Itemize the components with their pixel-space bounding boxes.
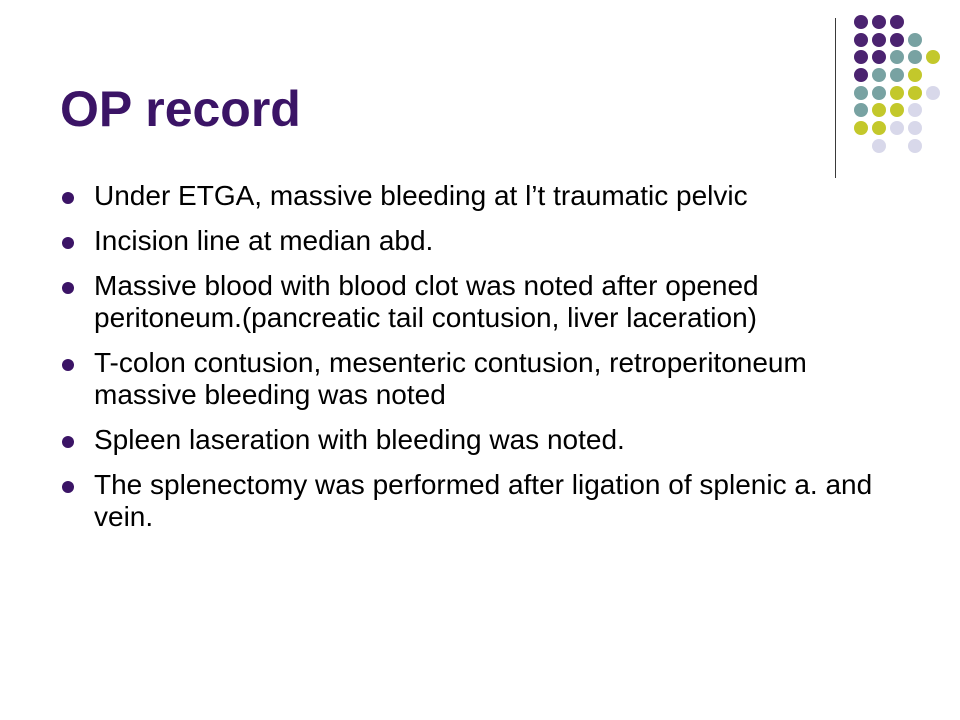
- decorative-dot: [854, 86, 868, 100]
- decorative-dot: [926, 86, 940, 100]
- decorative-dot: [872, 121, 886, 135]
- decorative-dot: [908, 86, 922, 100]
- bullet-dot-icon: [62, 436, 74, 448]
- decorative-dot: [890, 33, 904, 47]
- vertical-divider-line: [835, 18, 836, 178]
- decorative-dot: [872, 50, 886, 64]
- bullet-dot-icon: [62, 192, 74, 204]
- bullet-text: Under ETGA, massive bleeding at l’t traumatic pelvic: [94, 180, 748, 211]
- bullet-item: [60, 225, 880, 257]
- decorative-dot: [872, 15, 886, 29]
- decorative-dot: [890, 103, 904, 117]
- decorative-dot: [854, 15, 868, 29]
- bullet-item: [60, 424, 880, 456]
- decorative-dot: [872, 68, 886, 82]
- decorative-dot: [908, 33, 922, 47]
- decorative-dot: [872, 139, 886, 153]
- bullet-list: [60, 180, 880, 546]
- bullet-dot-icon: [62, 481, 74, 493]
- decorative-dot: [854, 121, 868, 135]
- bullet-item: [60, 469, 880, 533]
- decorative-dot: [890, 86, 904, 100]
- bullet-text: Incision line at median abd.: [94, 225, 434, 256]
- bullet-item: [60, 270, 880, 334]
- bullet-dot-icon: [62, 237, 74, 249]
- bullet-text: Massive blood with blood clot was noted after opened peritoneum.(pancreatic tail contusion, liver laceration): [94, 270, 759, 333]
- bullet-dot-icon: [62, 359, 74, 371]
- decorative-dot: [908, 103, 922, 117]
- decorative-dot: [854, 103, 868, 117]
- decorative-dot: [890, 68, 904, 82]
- decorative-dot: [872, 103, 886, 117]
- bullet-dot-icon: [62, 282, 74, 294]
- decorative-dot: [890, 50, 904, 64]
- decorative-dot: [854, 50, 868, 64]
- bullet-item: [60, 347, 880, 411]
- decorative-dot: [872, 86, 886, 100]
- decorative-dot: [890, 15, 904, 29]
- decorative-dot: [926, 50, 940, 64]
- decorative-dot: [908, 68, 922, 82]
- bullet-item: [60, 180, 880, 212]
- decorative-dot: [908, 50, 922, 64]
- bullet-text: T-colon contusion, mesenteric contusion, retroperitoneum massive bleeding was noted: [94, 347, 807, 410]
- bullet-text: Spleen laseration with bleeding was noted.: [94, 424, 625, 455]
- decorative-dot: [854, 33, 868, 47]
- slide-title: OP record: [60, 81, 301, 137]
- decorative-dot: [890, 121, 904, 135]
- decorative-dot: [854, 68, 868, 82]
- decorative-dot: [872, 33, 886, 47]
- bullet-text: The splenectomy was performed after ligation of splenic a. and vein.: [94, 469, 873, 532]
- decorative-dot: [908, 139, 922, 153]
- decorative-dot: [908, 121, 922, 135]
